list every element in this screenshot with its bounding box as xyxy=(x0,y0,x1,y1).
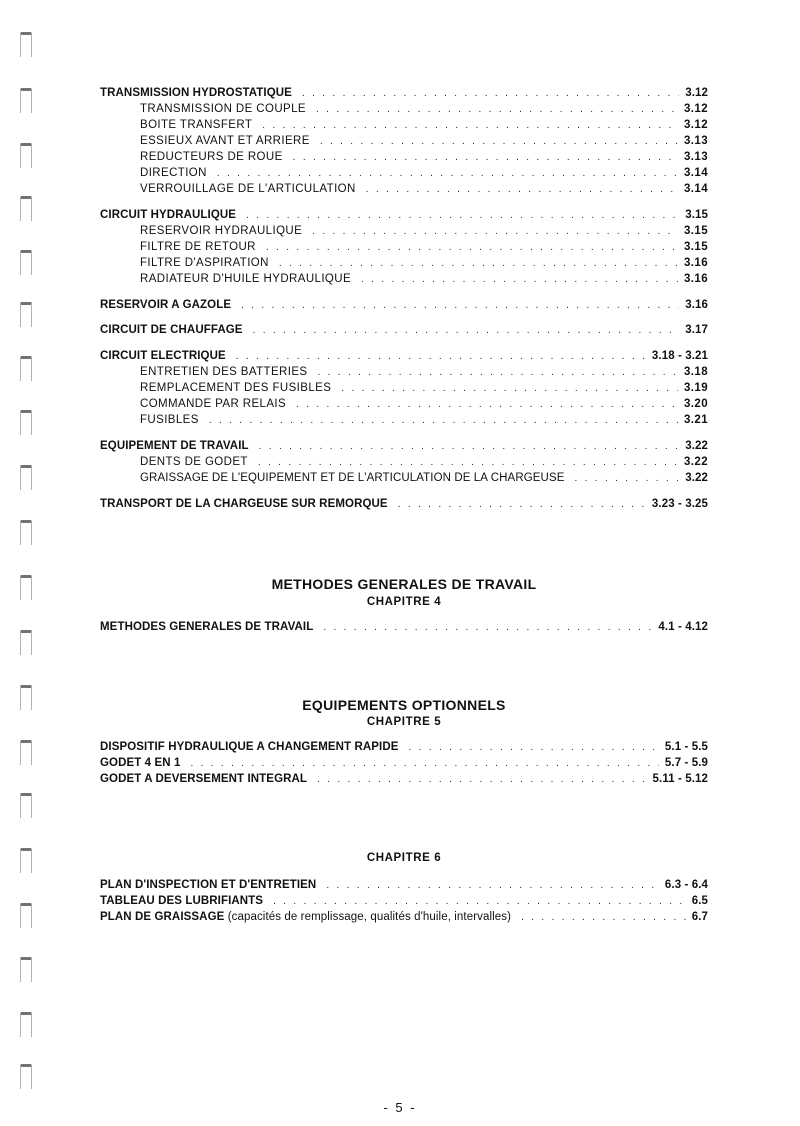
toc-page-number: 6.7 xyxy=(691,911,708,923)
binding-hole xyxy=(20,32,32,57)
binding-hole xyxy=(20,685,32,710)
toc-entry: TRANSMISSION HYDROSTATIQUE . . . 3.12 xyxy=(100,87,708,103)
dot-leader xyxy=(253,325,680,336)
dot-leader xyxy=(246,210,679,221)
section-title: EQUIPEMENTS OPTIONNELS xyxy=(302,697,506,713)
dot-leader xyxy=(323,622,652,633)
dot-leader xyxy=(341,383,678,394)
binding-hole xyxy=(20,465,32,490)
page-number-footer: - 5 - xyxy=(383,1100,417,1115)
toc-page-number: 3.16 xyxy=(684,273,708,285)
binding-holes xyxy=(12,0,38,1126)
dot-leader xyxy=(361,274,678,285)
toc-page-number: 3.23 - 3.25 xyxy=(651,498,708,510)
binding-hole xyxy=(20,520,32,545)
toc-page-number: 3.14 xyxy=(684,167,708,179)
binding-hole xyxy=(20,1012,32,1037)
toc-entry: PLAN D'INSPECTION ET D'ENTRETIEN . . . 6.3 - 6.4 xyxy=(100,879,708,895)
toc-page-number: 3.18 - 3.21 xyxy=(651,350,708,362)
dot-leader xyxy=(209,415,678,426)
dot-leader xyxy=(317,367,678,378)
toc-page-number: 3.18 xyxy=(684,366,708,378)
toc-entry: CIRCUIT DE CHAUFFAGE . . . 3.17 xyxy=(100,324,708,340)
dot-leader xyxy=(259,441,680,452)
toc-subentry: BOITE TRANSFERT . . . 3.12 xyxy=(140,119,708,135)
toc-page-number: 3.14 xyxy=(684,183,708,195)
dot-leader xyxy=(398,499,646,510)
toc-page-number: 3.12 xyxy=(684,103,708,115)
dot-leader xyxy=(279,258,678,269)
toc-page-number: 5.7 - 5.9 xyxy=(664,757,708,769)
toc-entry: EQUIPEMENT DE TRAVAIL . . . 3.22 xyxy=(100,440,708,456)
toc-subentry: RESERVOIR HYDRAULIQUE . . . 3.15 xyxy=(140,225,708,241)
dot-leader xyxy=(326,880,659,891)
toc-entry: METHODES GENERALES DE TRAVAIL . . . 4.1 - 4.12 xyxy=(100,621,708,637)
dot-leader xyxy=(258,457,678,468)
toc-subentry: REDUCTEURS DE ROUE . . . 3.13 xyxy=(140,151,708,167)
toc-entry: CIRCUIT HYDRAULIQUE . . . 3.15 xyxy=(100,209,708,225)
toc-entry: TRANSPORT DE LA CHARGEUSE SUR REMORQUE . . . 3.23 - 3.25 xyxy=(100,498,708,514)
toc-page-number: 6.5 xyxy=(691,895,708,907)
binding-hole xyxy=(20,250,32,275)
dot-leader xyxy=(293,152,678,163)
dot-leader xyxy=(266,242,678,253)
toc-subentry: FILTRE DE RETOUR . . . 3.15 xyxy=(140,241,708,257)
dot-leader xyxy=(190,758,658,769)
toc-subentry: GRAISSAGE DE L'EQUIPEMENT ET DE L'ARTICULATION DE LA CHARGEUSE . . . 3.22 xyxy=(140,472,708,488)
toc-entry-note: (capacités de remplissage, qualités d'huile, intervalles) xyxy=(227,911,512,923)
toc-page-number: 3.15 xyxy=(684,241,708,253)
binding-hole xyxy=(20,740,32,765)
toc-page-number: 3.21 xyxy=(684,414,708,426)
toc-page-number: 4.1 - 4.12 xyxy=(658,621,708,633)
toc-page-number: 3.17 xyxy=(685,324,708,336)
binding-hole xyxy=(20,356,32,381)
toc-page-number: 3.20 xyxy=(684,398,708,410)
toc-entry: CIRCUIT ELECTRIQUE . . . 3.18 - 3.21 xyxy=(100,350,708,366)
toc-entry: DISPOSITIF HYDRAULIQUE A CHANGEMENT RAPIDE . . . 5.1 - 5.5 xyxy=(100,741,708,757)
toc-subentry: DIRECTION . . . 3.14 xyxy=(140,167,708,183)
dot-leader xyxy=(521,912,686,923)
toc-subentry: FUSIBLES . . . 3.21 xyxy=(140,414,708,430)
dot-leader xyxy=(574,473,679,484)
dot-leader xyxy=(302,88,679,99)
toc-page-number: 3.22 xyxy=(685,440,708,452)
dot-leader xyxy=(241,300,679,311)
toc-entry: GODET A DEVERSEMENT INTEGRAL . . . 5.11 - 5.12 xyxy=(100,773,708,789)
binding-hole xyxy=(20,630,32,655)
dot-leader xyxy=(296,399,678,410)
binding-hole xyxy=(20,848,32,873)
toc-subentry: ENTRETIEN DES BATTERIES . . . 3.18 xyxy=(140,366,708,382)
binding-hole xyxy=(20,143,32,168)
toc-subentry: COMMANDE PAR RELAIS . . . 3.20 xyxy=(140,398,708,414)
dot-leader xyxy=(409,742,659,753)
dot-leader xyxy=(320,136,678,147)
toc-entry: PLAN DE GRAISSAGE (capacités de remplissage, qualités d'huile, intervalles) . . . 6.7 xyxy=(100,911,708,927)
dot-leader xyxy=(273,896,686,907)
binding-hole xyxy=(20,575,32,600)
dot-leader xyxy=(312,226,678,237)
binding-hole xyxy=(20,957,32,982)
chapter-label: CHAPITRE 6 xyxy=(366,852,442,864)
toc-page-number: 3.13 xyxy=(684,135,708,147)
toc-page-number: 3.22 xyxy=(684,456,708,468)
toc-page-number: 3.12 xyxy=(685,87,708,99)
section-title: METHODES GENERALES DE TRAVAIL xyxy=(271,576,537,592)
toc-page-number: 3.13 xyxy=(684,151,708,163)
dot-leader xyxy=(317,774,647,785)
binding-hole xyxy=(20,793,32,818)
binding-hole xyxy=(20,302,32,327)
toc-page-number: 3.19 xyxy=(684,382,708,394)
toc-subentry: DENTS DE GODET . . . 3.22 xyxy=(140,456,708,472)
toc-page-number: 5.11 - 5.12 xyxy=(652,773,708,785)
dot-leader xyxy=(262,120,678,131)
toc-page-number: 3.16 xyxy=(685,299,708,311)
dot-leader xyxy=(316,104,678,115)
binding-hole xyxy=(20,903,32,928)
toc-entry: RESERVOIR A GAZOLE . . . 3.16 xyxy=(100,299,708,315)
toc-page-number: 5.1 - 5.5 xyxy=(664,741,708,753)
dot-leader xyxy=(366,184,678,195)
dot-leader xyxy=(236,351,646,362)
binding-hole xyxy=(20,196,32,221)
toc-page-number: 3.12 xyxy=(684,119,708,131)
binding-hole xyxy=(20,88,32,113)
toc-subentry: RADIATEUR D'HUILE HYDRAULIQUE . . . 3.16 xyxy=(140,273,708,289)
toc-subentry: VERROUILLAGE DE L'ARTICULATION . . . 3.14 xyxy=(140,183,708,199)
chapter-label: CHAPITRE 5 xyxy=(366,716,442,728)
toc-subentry: ESSIEUX AVANT ET ARRIERE . . . 3.13 xyxy=(140,135,708,151)
toc-subentry: REMPLACEMENT DES FUSIBLES . . . 3.19 xyxy=(140,382,708,398)
binding-hole xyxy=(20,1064,32,1089)
chapter-label: CHAPITRE 4 xyxy=(366,596,442,608)
binding-hole xyxy=(20,410,32,435)
toc-page-number: 3.15 xyxy=(684,225,708,237)
toc-page-number: 3.22 xyxy=(685,472,708,484)
toc-page-number: 6.3 - 6.4 xyxy=(664,879,708,891)
toc-entry: TABLEAU DES LUBRIFIANTS . . . 6.5 xyxy=(100,895,708,911)
toc-entry: GODET 4 EN 1 . . . 5.7 - 5.9 xyxy=(100,757,708,773)
toc-subentry: TRANSMISSION DE COUPLE . . . 3.12 xyxy=(140,103,708,119)
toc-subentry: FILTRE D'ASPIRATION . . . 3.16 xyxy=(140,257,708,273)
toc-page-number: 3.15 xyxy=(685,209,708,221)
dot-leader xyxy=(217,168,678,179)
toc-page-number: 3.16 xyxy=(684,257,708,269)
